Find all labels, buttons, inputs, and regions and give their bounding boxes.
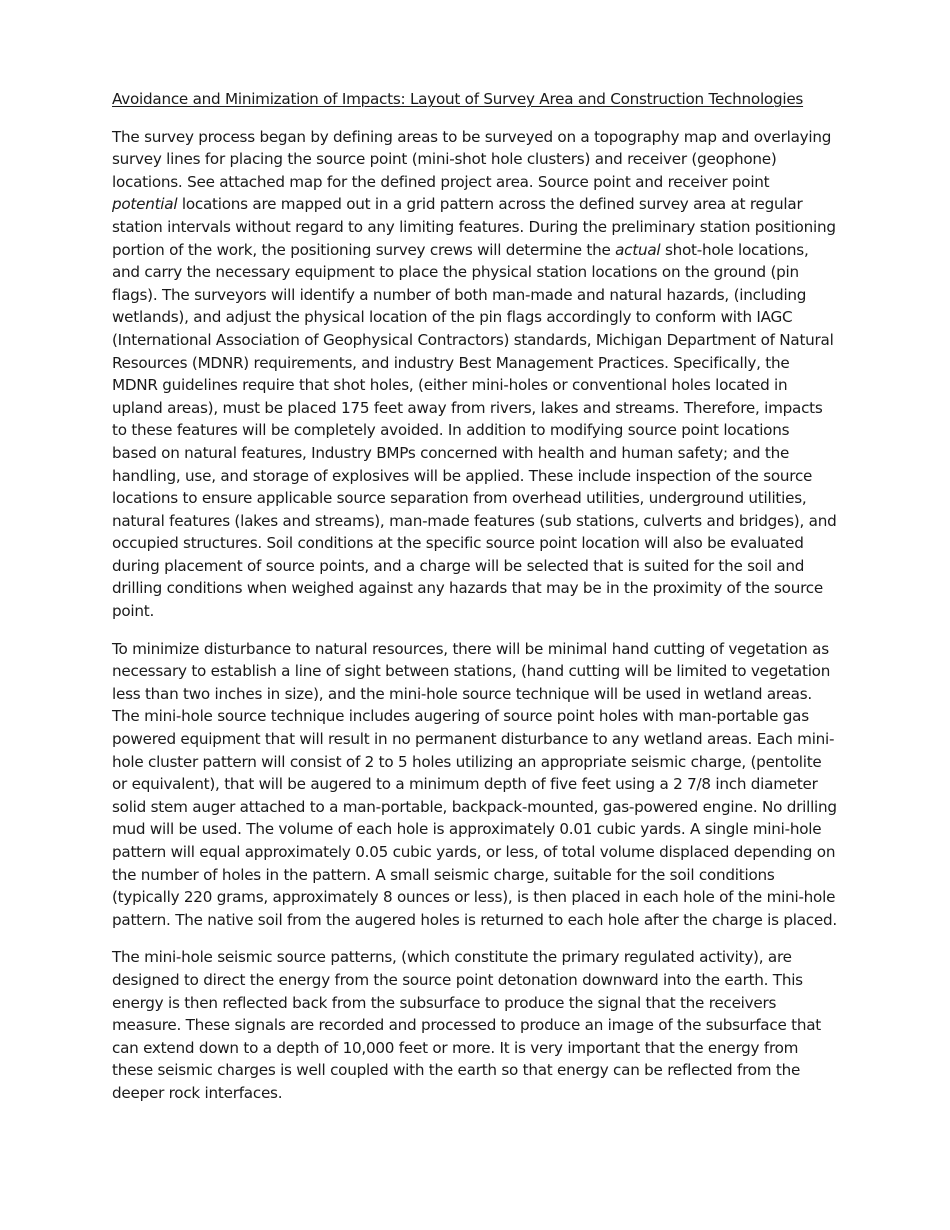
section-heading: Avoidance and Minimization of Impacts: Layout of Survey Area and Construction Technologies (112, 90, 804, 108)
paragraph-1-italic-actual: actual (615, 240, 661, 259)
paragraph-1-part-2: locations are mapped out in a grid pattern across the defined survey area at regular station intervals without regard to any limiting features. During the preliminary station positioning portion of the work, the positioning survey crews will determine the (112, 195, 836, 259)
document-page (112, 88, 838, 1120)
paragraph-1-part-1: The survey process began by defining areas to be surveyed on a topography map and overlaying survey lines for placing the source point (mini-shot hole clusters) and receiver (geophone) locations. See attached map for the defined project area. Source point and receiver point (112, 127, 832, 191)
paragraph-survey-process (112, 126, 838, 623)
paragraph-1-italic-potential: potential (112, 195, 178, 214)
paragraph-mini-hole-patterns: The mini-hole seismic source patterns, (which constitute the primary regulated activity), are designed to direct the energy from the source point detonation downward into the earth. This energy is then reflected back from the subsurface to produce the signal that the receivers measure. These signals are recorded and processed to produce an image of the subsurface that can extend down to a depth of 10,000 feet or more. It is very important that the energy from these seismic charges is well coupled with the earth so that energy can be reflected from the deeper rock interfaces. (112, 948, 821, 1102)
paragraph-1-part-3: shot-hole locations, and carry the necessary equipment to place the physical station locations on the ground (pin flags). The surveyors will identify a number of both man-made and natural hazards, (including wetlands), and adjust the physical location of the pin flags accordingly to conform with IAGC (International Association of Geophysical Contractors) standards, Michigan Department of Natural Resources (MDNR) requirements, and industry Best Management Practices. Specifically, the MDNR guidelines require that shot holes, (either mini-holes or conventional holes located in upland areas), must be placed 175 feet away from rivers, lakes and streams. Therefore, impacts to these features will be completely avoided. In addition to modifying source point locations based on natural features, Industry BMPs concerned with health and human safety; and the handling, use, and storage of explosives will be applied. These include inspection of the source locations to ensure applicable source separation from overhead utilities, underground utilities, natural features (lakes and streams), man-made features (sub stations, culverts and bridges), and occupied structures. Soil conditions at the specific source point location will also be evaluated during placement of source points, and a charge will be selected that is suited for the soil and drilling conditions when weighed against any hazards that may be in the proximity of the source point. (112, 240, 837, 621)
paragraph-minimize-disturbance: To minimize disturbance to natural resources, there will be minimal hand cutting of vegetation as necessary to establish a line of sight between stations, (hand cutting will be limited to vegetation less than two inches in size), and the mini-hole source technique will be used in wetland areas. The mini-hole source technique includes augering of source point holes with man-portable gas powered equipment that will result in no permanent disturbance to any wetland areas. Each mini-hole cluster pattern will consist of 2 to 5 holes utilizing an appropriate seismic charge, (pentolite or equivalent), that will be augered to a minimum depth of five feet using a 2 7/8 inch diameter solid stem auger attached to a man-portable, backpack-mounted, gas-powered engine. No drilling mud will be used. The volume of each hole is approximately 0.01 cubic yards. A single mini-hole pattern will equal approximately 0.05 cubic yards, or less, of total volume displaced depending on the number of holes in the pattern. A small seismic charge, suitable for the soil conditions (typically 220 grams, approximately 8 ounces or less), is then placed in each hole of the mini-hole pattern. The native soil from the augered holes is returned to each hole after the charge is placed. (112, 639, 837, 929)
